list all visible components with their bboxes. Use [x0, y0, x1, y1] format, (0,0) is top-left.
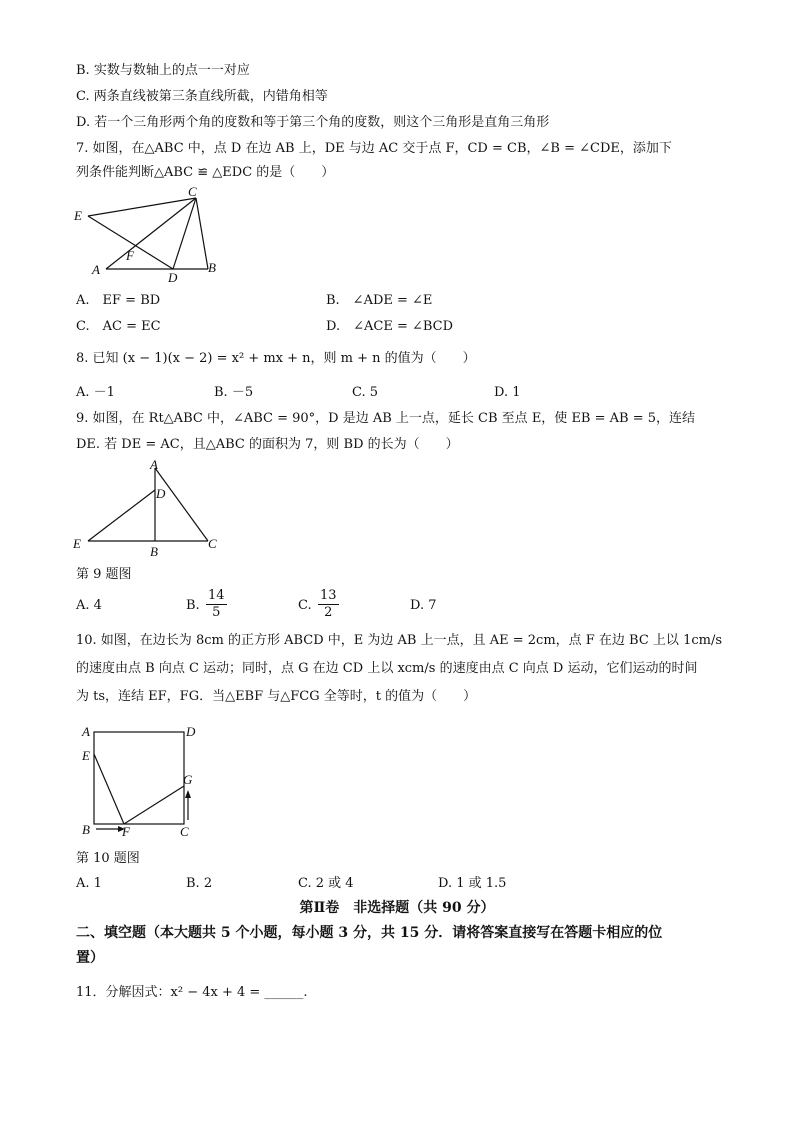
q10-label-f: F: [122, 824, 130, 839]
q9-option-c-fraction: [318, 588, 339, 621]
q10-figure-caption: 第 10 题图: [76, 851, 140, 866]
fill-blank-heading-line1: 二、填空题（本大题共 5 个小题，每小题 3 分，共 15 分．请将答案直接写在答题卡相应的位: [76, 925, 663, 941]
q10-stem-line3: 为 ts，连结 EF，FG．当△EBF 与△FCG 全等时，t 的值为（ ）: [76, 689, 477, 704]
q10-label-e: E: [82, 748, 90, 763]
q9-label-e: E: [73, 536, 81, 551]
q10-option-c: C. 2 或 4: [298, 876, 354, 891]
q10-stem-line1: 10. 如图，在边长为 8cm 的正方形 ABCD 中，E 为边 AB 上一点，且 AE = 2cm，点 F 在边 BC 上以 1cm/s: [76, 633, 722, 648]
q9-option-c-prefix: C.: [298, 598, 312, 613]
q9-label-c: C: [208, 536, 217, 551]
q8-option-d: D. 1: [494, 385, 521, 400]
q9-option-b-fraction: [206, 588, 227, 621]
q9-option-a: A. 4: [76, 598, 102, 613]
q7-label-b: B: [208, 260, 216, 275]
section-2-title: 第Ⅱ卷 非选择题（共 90 分）: [299, 900, 495, 916]
q8-option-c: C. 5: [352, 385, 379, 400]
q7-option-b: B. ∠ADE = ∠E: [326, 293, 433, 308]
q10-stem-line2: 的速度由点 B 向点 C 运动；同时，点 G 在边 CD 上以 xcm/s 的速度由点 C 向点 D 运动，它们运动的时间: [76, 661, 698, 676]
q9-option-b-numerator: 14: [208, 588, 225, 603]
q7-option-a: A. EF = BD: [76, 293, 161, 308]
q7-label-a: A: [92, 262, 100, 277]
q7-stem-line1: 7. 如图，在△ABC 中，点 D 在边 AB 上，DE 与边 AC 交于点 F，CD = CB，∠B = ∠CDE，添加下: [76, 141, 672, 156]
q10-label-a: A: [82, 724, 90, 739]
q7-option-c: C. AC = EC: [76, 319, 161, 334]
q9-option-b-denominator: 5: [212, 605, 221, 620]
q9-option-c-numerator: 13: [320, 588, 337, 603]
q7-label-d: D: [168, 270, 178, 285]
q9-option-b-prefix: B.: [186, 598, 200, 613]
q7-label-c: C: [188, 186, 197, 199]
q6-option-b: B. 实数与数轴上的点一一对应: [76, 63, 250, 78]
q11-stem: 11．分解因式：x² − 4x + 4 = ______.: [76, 985, 308, 1000]
q8-stem: 8. 已知 (x − 1)(x − 2) = x² + mx + n，则 m + n 的值为（ ）: [76, 351, 476, 366]
q6-option-c: C. 两条直线被第三条直线所截，内错角相等: [76, 89, 328, 104]
q10-label-d: D: [186, 724, 196, 739]
q8-option-a: A. －1: [76, 385, 115, 400]
q9-label-a: A: [150, 457, 158, 472]
q7-option-d: D. ∠ACE = ∠BCD: [326, 319, 454, 334]
q9-stem-line2: DE. 若 DE = AC，且△ABC 的面积为 7，则 BD 的长为（ ）: [76, 437, 459, 452]
q10-option-b: B. 2: [186, 876, 213, 891]
fill-blank-heading-line2: 置）: [76, 950, 104, 966]
q10-label-c: C: [180, 824, 189, 839]
q7-label-e: E: [74, 208, 82, 223]
q10-option-d: D. 1 或 1.5: [438, 876, 507, 891]
q9-figure-caption: 第 9 题图: [76, 567, 132, 582]
q9-label-d: D: [156, 486, 166, 501]
q10-figure: [70, 716, 210, 842]
q7-label-f: F: [126, 248, 134, 263]
q9-stem-line1: 9. 如图，在 Rt△ABC 中，∠ABC = 90°，D 是边 AB 上一点，延长 CB 至点 E，使 EB = AB = 5，连结: [76, 411, 696, 426]
q10-label-b: B: [82, 822, 90, 837]
q10-option-a: A. 1: [76, 876, 102, 891]
q6-option-d: D. 若一个三角形两个角的度数和等于第三个角的度数，则这个三角形是直角三角形: [76, 115, 550, 130]
q9-option-c-denominator: 2: [324, 605, 333, 620]
q9-figure: [68, 456, 228, 560]
q10-label-g: G: [183, 772, 193, 787]
q7-stem-line2: 列条件能判断△ABC ≌ △EDC 的是（ ）: [76, 165, 335, 180]
q9-option-d: D. 7: [410, 598, 437, 613]
q9-label-b: B: [150, 544, 158, 559]
q8-option-b: B. －5: [214, 385, 254, 400]
q7-figure: [68, 186, 228, 286]
